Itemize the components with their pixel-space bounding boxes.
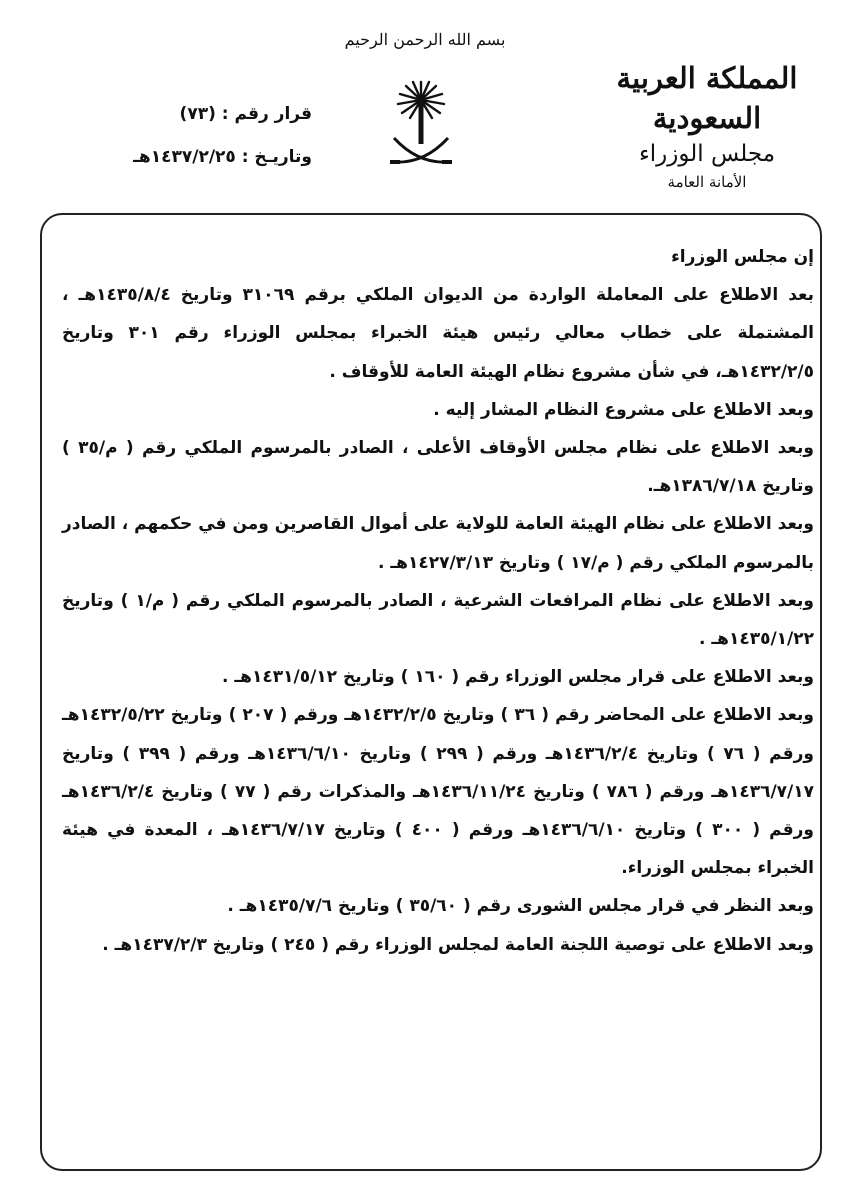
council-name: مجلس الوزراء: [638, 141, 776, 167]
letterhead: [592, 58, 822, 194]
saudi-emblem-icon: [388, 78, 454, 174]
general-secretariat: الأمانة العامة: [667, 173, 747, 191]
decision-number: قرار رقم : (٧٣): [179, 104, 312, 124]
decision-body-text: إن مجلس الوزراء بعد الاطلاع على المعاملة الواردة من الديوان الملكي برقم ٣١٠٦٩ وتاريخ ١٤٣٥/٨/٤هـ ، المشتملة على خطاب معالي رئيس هيئة الخبراء بمجلس الوزراء رقم ٣٠١ وتاريخ ١٤٣٢/٢/٥هـ، في شأن مشروع نظام الهيئة العامة للأوقاف . وبعد الاطلاع على مشروع النظام المشار إليه . وبعد الاطلاع على نظام مجلس الأوقاف الأعلى ، الصادر بالمرسوم الملكي رقم ( م/٣٥ ) وتاريخ ١٣٨٦/٧/١٨هـ. وبعد الاطلاع على نظام الهيئة العامة للولاية على أموال القاصرين ومن في حكمهم ، الصادر بالمرسوم الملكي رقم ( م/١٧ ) وتاريخ ١٤٢٧/٣/١٣هـ . وبعد الاطلاع على نظام المرافعات الشرعية ، الصادر بالمرسوم الملكي رقم ( م/١ ) وتاريخ ١٤٣٥/١/٢٢هـ . وبعد الاطلاع على قرار مجلس الوزراء رقم ( ١٦٠ ) وتاريخ ١٤٣١/٥/١٢هـ . وبعد الاطلاع على المحاضر رقم ( ٣٦ ) وتاريخ ١٤٣٢/٢/٥هـ ورقم ( ٢٠٧ ) وتاريخ ١٤٣٢/٥/٢٢هـ ورقم ( ٧٦ ) وتاريخ ١٤٣٦/٢/٤هـ ورقم ( ٢٩٩ ) وتاريخ ١٤٣٦/٦/١٠هـ ورقم ( ٣٩٩ ) وتاريخ ١٤٣٦/٧/١٧هـ ورقم ( ٧٨٦ ) وتاريخ ١٤٣٦/١١/٢٤هـ والمذكرات رقم ( ٧٧ ) وتاريخ ١٤٣٦/٢/٤هـ ورقم ( ٣٠٠ ) وتاريخ ١٤٣٦/٦/١٠هـ ورقم ( ٤٠٠ ) وتاريخ ١٤٣٦/٧/١٧هـ ، المعدة في هيئة الخبراء بمجلس الوزراء. وبعد النظر في قرار مجلس الشورى رقم ( ٣٥/٦٠ ) وتاريخ ١٤٣٥/٧/٦هـ . وبعد الاطلاع على توصية اللجنة العامة لمجلس الوزراء رقم ( ٢٤٥ ) وتاريخ ١٤٣٧/٢/٣هـ .: [62, 247, 815, 955]
basmala: بسم الله الرحمن الرحيم: [344, 30, 506, 49]
kingdom-name: المملكة العربية السعودية: [616, 61, 798, 135]
decision-date: وتاريـخ : ١٤٣٧/٢/٢٥هـ: [133, 147, 312, 167]
